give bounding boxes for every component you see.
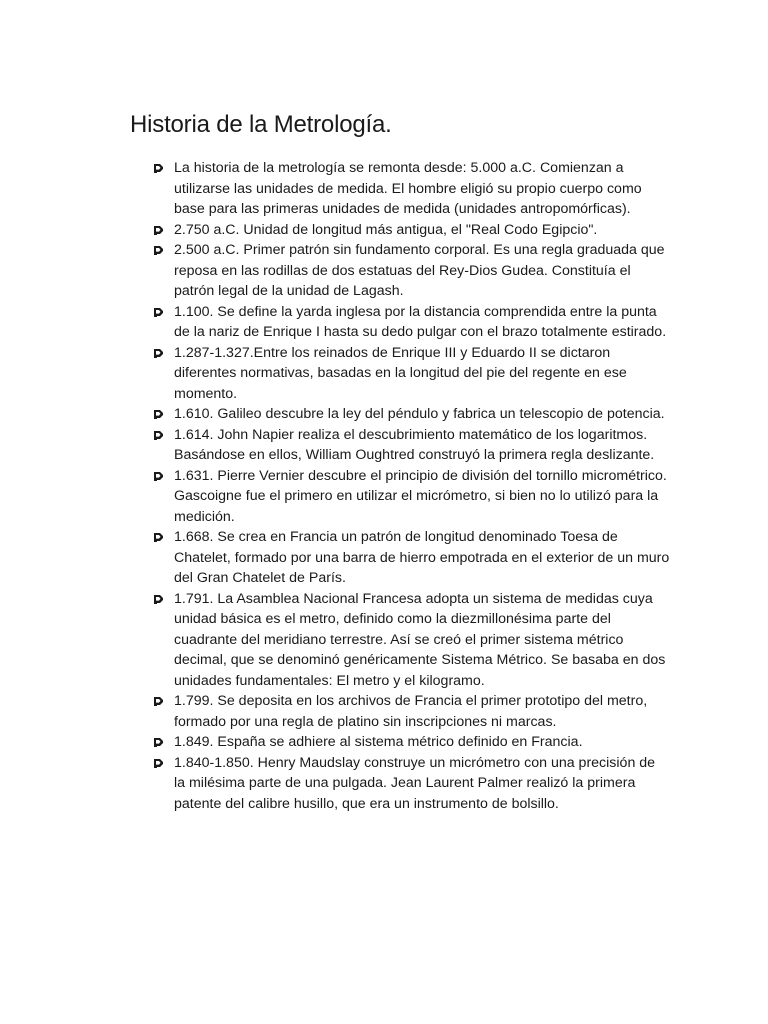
- arrow-box-bullet-icon: [153, 758, 164, 769]
- arrow-box-bullet-icon: [153, 163, 164, 174]
- document-page: [130, 110, 670, 814]
- list-item: [130, 589, 670, 692]
- arrow-box-bullet-icon: [153, 430, 164, 441]
- list-item: [130, 343, 670, 405]
- list-item: [130, 753, 670, 815]
- list-item: [130, 732, 670, 753]
- list-item: [130, 527, 670, 589]
- arrow-box-bullet-icon: [153, 696, 164, 707]
- arrow-box-bullet-icon: [153, 594, 164, 605]
- list-item-text: 1.610. Galileo descubre la ley del péndulo y fabrica un telescopio de potencia.: [174, 406, 665, 422]
- list-item-text: 1.849. España se adhiere al sistema métrico definido en Francia.: [174, 734, 583, 750]
- list-item: [130, 404, 670, 425]
- list-item-text: 1.631. Pierre Vernier descubre el principio de división del tornillo micrométrico. Gascoigne fue el primero en utilizar el micrómetro, si bien no lo utilizó para la medición.: [174, 467, 667, 525]
- arrow-box-bullet-icon: [153, 532, 164, 543]
- list-item: [130, 220, 670, 241]
- list-item-text: 1.668. Se crea en Francia un patrón de longitud denominado Toesa de Chatelet, formado por una barra de hierro empotrada en el exterior de un muro del Gran Chatelet de París.: [174, 529, 670, 586]
- list-item-text: 2.750 a.C. Unidad de longitud más antigua, el "Real Codo Egipcio".: [174, 221, 598, 238]
- arrow-box-bullet-icon: [153, 348, 164, 359]
- list-item: [130, 158, 670, 220]
- list-item-text: 1.287-1.327.Entre los reinados de Enrique III y Eduardo II se dictaron diferentes normativas, basadas en la longitud del pie del regente en ese momento.: [174, 344, 627, 402]
- list-item-text: 2.500 a.C. Primer patrón sin fundamento corporal. Es una regla graduada que reposa en las rodillas de dos estatuas del Rey-Dios Gudea. Constituía el patrón legal de la unidad de Lagash.: [174, 242, 665, 299]
- arrow-box-bullet-icon: [153, 225, 164, 236]
- list-item-text: La historia de la metrología se remonta desde: 5.000 a.C. Comienzan a utilizarse las unidades de medida. El hombre eligió su propio cuerpo como base para las primeras unidades de medida (unidades antropomórficas).: [174, 160, 642, 217]
- arrow-box-bullet-icon: [153, 471, 164, 482]
- list-item: [130, 466, 670, 528]
- arrow-box-bullet-icon: [153, 307, 164, 318]
- list-item-text: 1.100. Se define la yarda inglesa por la distancia comprendida entre la punta de la nariz de Enrique I hasta su dedo pulgar con el brazo totalmente estirado.: [174, 303, 667, 340]
- list-item-text: 1.791. La Asamblea Nacional Francesa adopta un sistema de medidas cuya unidad básica es el metro, definido como la diezmillonésima parte del cuadrante del meridiano terrestre. Así se creó el primer sistema métrico decimal, que se denominó genéricamente Sistema Métrico. Se basaba en dos unidades fundamentales: El metro y el kilogramo.: [174, 590, 666, 689]
- list-item-text: 1.799. Se deposita en los archivos de Francia el primer prototipo del metro, formado por una regla de platino sin inscripciones ni marcas.: [174, 693, 648, 730]
- list-item-text: 1.840-1.850. Henry Maudslay construye un micrómetro con una precisión de la milésima parte de una pulgada. Jean Laurent Palmer realizó la primera patente del calibre husillo, que era un instrumento de bolsillo.: [174, 754, 656, 812]
- history-bullet-list: [130, 158, 670, 814]
- arrow-box-bullet-icon: [153, 409, 164, 420]
- arrow-box-bullet-icon: [153, 737, 164, 748]
- page-title: Historia de la Metrología.: [130, 111, 392, 138]
- list-item: [130, 691, 670, 732]
- arrow-box-bullet-icon: [153, 245, 164, 256]
- list-item-text: 1.614. John Napier realiza el descubrimiento matemático de los logaritmos. Basándose en ellos, William Oughtred construyó la primera regla deslizante.: [174, 426, 655, 463]
- list-item: [130, 425, 670, 466]
- list-item: [130, 302, 670, 343]
- list-item: [130, 240, 670, 302]
